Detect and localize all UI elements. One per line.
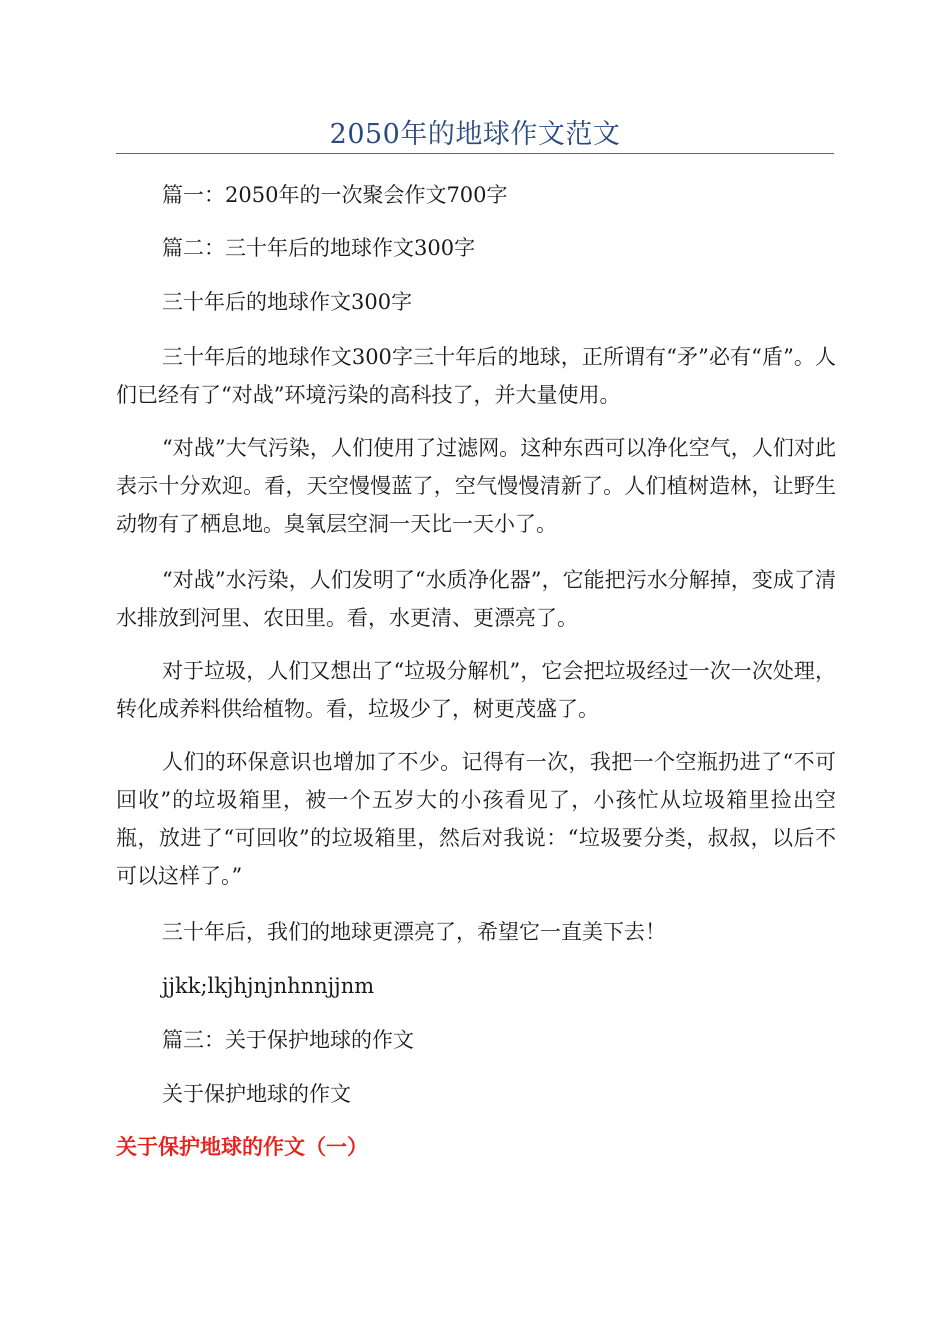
- paragraph: “对战”水污染，人们发明了“水质净化器”，它能把污水分解掉，变成了清水排放到河里、农田里。看，水更清、更漂亮了。: [116, 568, 836, 630]
- paragraph: jjkk;lkjhjnjnhnnjjnm: [162, 974, 375, 998]
- paragraph: 对于垃圾，人们又想出了“垃圾分解机”，它会把垃圾经过一次一次处理，转化成养料供给植物。看，垃圾少了，树更茂盛了。: [116, 659, 836, 721]
- paragraph: 人们的环保意识也增加了不少。记得有一次，我把一个空瓶扔进了“不可回收”的垃圾箱里，被一个五岁大的小孩看见了，小孩忙从垃圾箱里捡出空瓶，放进了“可回收”的垃圾箱里，然后对我说：“垃圾要分类，叔叔，以后不可以这样了。”: [116, 750, 836, 888]
- paragraph: 三十年后，我们的地球更漂亮了，希望它一直美下去！: [162, 920, 666, 944]
- title-underline: [116, 153, 834, 154]
- paragraph: 篇三：关于保护地球的作文: [162, 1028, 414, 1052]
- paragraph: 篇二：三十年后的地球作文300字: [162, 236, 476, 260]
- paragraph: “对战”大气污染，人们使用了过滤网。这种东西可以净化空气，人们对此表示十分欢迎。看，天空慢慢蓝了，空气慢慢清新了。人们植树造林，让野生动物有了栖息地。臭氧层空洞一天比一天小了。: [116, 436, 836, 536]
- page-title: 2050年的地球作文范文: [329, 119, 621, 150]
- paragraph: 篇一：2050年的一次聚会作文700字: [162, 183, 508, 207]
- paragraph: 三十年后的地球作文300字三十年后的地球，正所谓有“矛”必有“盾”。人们已经有了“对战”环境污染的高科技了，并大量使用。: [116, 345, 836, 407]
- section-subheading: 关于保护地球的作文（一）: [116, 1135, 368, 1159]
- paragraph: 关于保护地球的作文: [162, 1082, 351, 1106]
- paragraph: 三十年后的地球作文300字: [162, 290, 413, 314]
